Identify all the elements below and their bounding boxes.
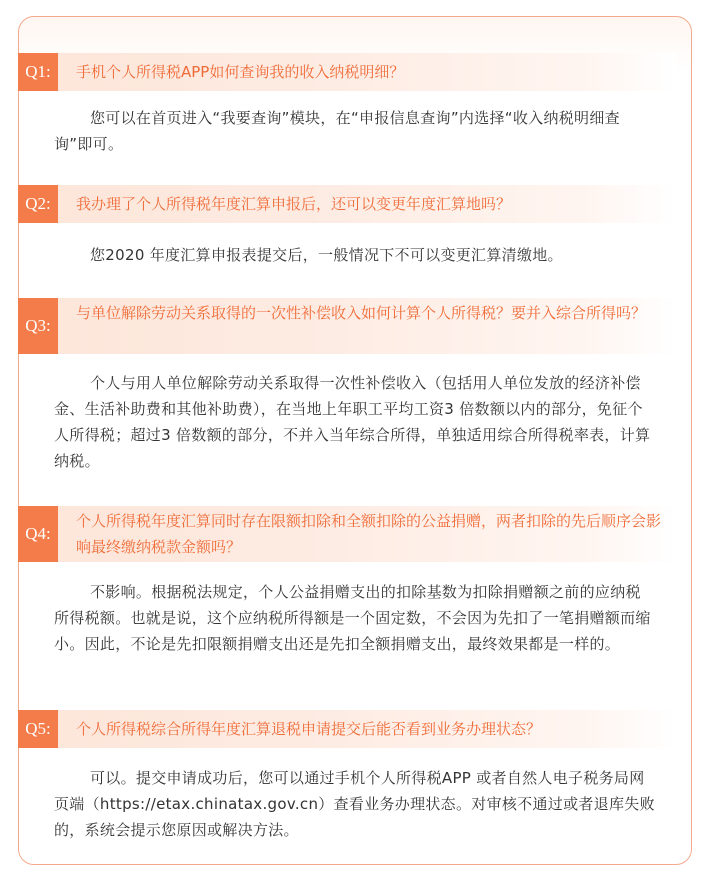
question-text: 与单位解除劳动关系取得的一次性补偿收入如何计算个人所得税？要并入综合所得吗？ [58, 298, 676, 354]
question-row [18, 506, 692, 562]
question-number-badge: Q1: [18, 53, 58, 91]
question-text: 个人所得税年度汇算同时存在限额扣除和全额扣除的公益捐赠，两者扣除的先后顺序会影响最终缴纳税款金额吗？ [58, 506, 676, 562]
answer-text: 个人与用人单位解除劳动关系取得一次性补偿收入（包括用人单位发放的经济补偿金、生活补助费和其他补助费），在当地上年职工平均工资3 倍数额以内的部分，免征个人所得税；超过3 倍数额的部分，不并入当年综合所得，单独适用综合所得税率表，计算纳税。 [54, 374, 651, 470]
faq-item-5 [18, 710, 692, 843]
question-number-badge: Q5: [18, 710, 58, 748]
question-row [18, 710, 692, 748]
faq-item-1 [18, 53, 692, 157]
faq-item-4 [18, 506, 692, 657]
answer-text: 可以。提交申请成功后，您可以通过手机个人所得税APP 或者自然人电子税务局网页端（https://etax.chinatax.gov.cn）查看业务办理状态。对审核不通过或者退库失败的，系统会提示您原因或解决方法。 [54, 769, 655, 839]
question-text: 个人所得税综合所得年度汇算退税申请提交后能否看到业务办理状态？ [58, 710, 676, 748]
question-number-badge: Q3: [18, 298, 58, 354]
answer-text: 您2020 年度汇算申报表提交后，一般情况下不可以变更汇算清缴地。 [90, 246, 563, 264]
faq-item-2 [18, 185, 692, 268]
question-number-badge: Q2: [18, 185, 58, 223]
question-text: 我办理了个人所得税年度汇算申报后，还可以变更年度汇算地吗？ [58, 185, 676, 223]
question-text: 手机个人所得税APP如何查询我的收入纳税明细？ [58, 53, 676, 91]
faq-item-3 [18, 298, 692, 474]
answer-text: 不影响。根据税法规定，个人公益捐赠支出的扣除基数为扣除捐赠额之前的应纳税所得税额。也就是说，这个应纳税所得额是一个固定数，不会因为先扣了一笔捐赠额而缩小。因此，不论是先扣限额捐赠支出还是先扣全额捐赠支出，最终效果都是一样的。 [54, 583, 651, 653]
question-row [18, 298, 692, 354]
question-number-badge: Q4: [18, 506, 58, 562]
question-row [18, 185, 692, 223]
question-row [18, 53, 692, 91]
answer-text: 您可以在首页进入“我要查询”模块，在“申报信息查询”内选择“收入纳税明细查询”即可。 [54, 109, 620, 153]
